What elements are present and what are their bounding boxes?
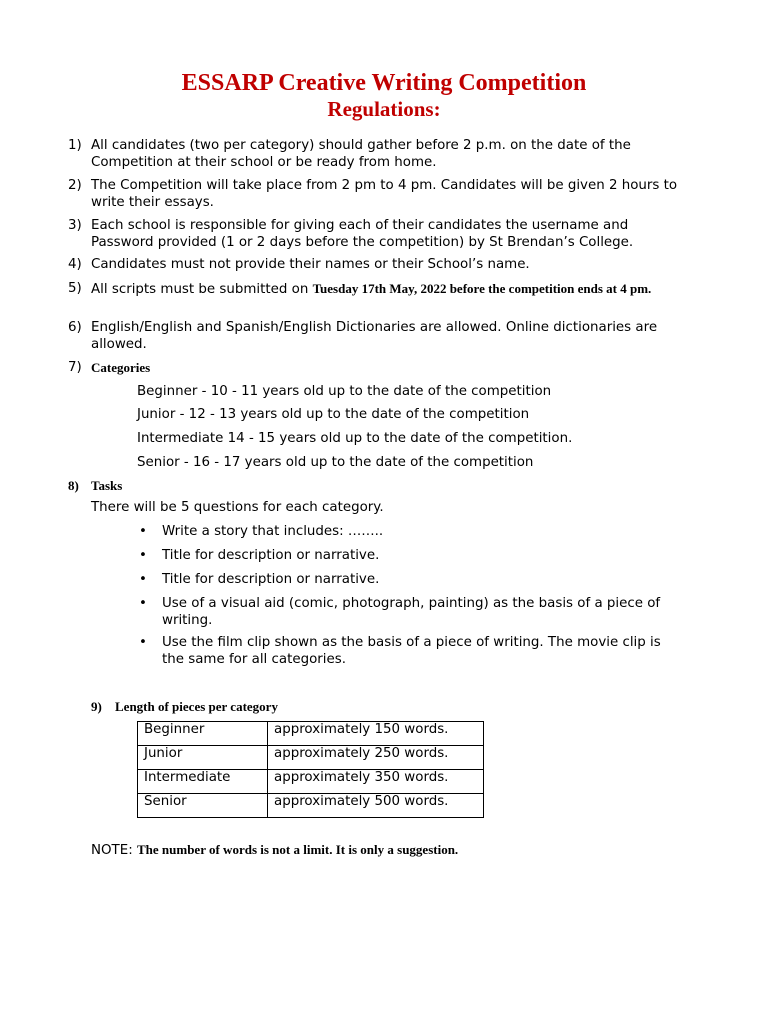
rule-item	[68, 281, 678, 299]
category-item-junior: Junior - 12 - 13 years old up to the date of the competition	[137, 407, 530, 422]
rule-number: 2)	[68, 178, 82, 193]
task-text: Title for description or narrative.	[162, 548, 380, 563]
task-item	[139, 548, 684, 565]
rule-number: 5)	[68, 281, 82, 296]
categories-heading: Categories	[91, 360, 151, 375]
rule-number: 6)	[68, 320, 82, 335]
rule-item	[68, 218, 678, 251]
table-cell-words: approximately 500 words.	[268, 794, 484, 818]
rule-text-plain: All scripts must be submitted on	[91, 282, 313, 297]
document-title: ESSARP Creative Writing Competition	[181, 70, 587, 96]
rule-text: English/English and Spanish/English Dictionaries are allowed. Online dictionaries are allowed.	[91, 320, 658, 352]
bullet-icon: •	[139, 635, 147, 650]
rule-item	[68, 320, 678, 353]
tasks-heading: Tasks	[91, 478, 123, 493]
rule-text	[91, 281, 678, 299]
bullet-icon: •	[139, 548, 147, 563]
length-table	[137, 721, 484, 818]
rule-text: The Competition will take place from 2 pm to 4 pm. Candidates will be given 2 hours to write their essays.	[91, 178, 678, 210]
table-cell-words: approximately 350 words.	[268, 770, 484, 794]
task-item	[139, 524, 684, 541]
table-row	[138, 722, 484, 746]
rule-item	[68, 178, 678, 211]
note-line	[91, 842, 458, 858]
table-cell-category: Beginner	[138, 722, 268, 746]
length-heading: Length of pieces per category	[115, 699, 278, 714]
tasks-intro: There will be 5 questions for each category.	[91, 500, 384, 515]
bullet-icon: •	[139, 596, 147, 611]
tasks-number: 8)	[68, 478, 79, 493]
task-item	[139, 635, 684, 668]
document-subtitle: Regulations:	[327, 97, 441, 121]
table-row	[138, 794, 484, 818]
bullet-icon: •	[139, 572, 147, 587]
task-text: Use of a visual aid (comic, photograph, painting) as the basis of a piece of writing.	[162, 596, 661, 628]
category-item-senior: Senior - 16 - 17 years old up to the date of the competition	[137, 455, 534, 470]
table-cell-category: Junior	[138, 746, 268, 770]
table-row	[138, 770, 484, 794]
rule-number: 3)	[68, 218, 82, 233]
task-text: Write a story that includes: ……..	[162, 524, 384, 539]
category-item-intermediate: Intermediate 14 - 15 years old up to the date of the competition.	[137, 431, 573, 446]
categories-section	[68, 360, 678, 377]
note-label: NOTE:	[91, 843, 133, 858]
rule-number: 4)	[68, 257, 82, 272]
rule-item	[68, 138, 678, 171]
table-cell-words: approximately 250 words.	[268, 746, 484, 770]
table-cell-words: approximately 150 words.	[268, 722, 484, 746]
rule-item	[68, 257, 678, 274]
note-text: The number of words is not a limit. It is only a suggestion.	[136, 842, 459, 857]
category-item-beginner: Beginner - 10 - 11 years old up to the date of the competition	[137, 384, 552, 399]
table-cell-category: Senior	[138, 794, 268, 818]
bullet-icon: •	[139, 524, 147, 539]
rule-number: 1)	[68, 138, 82, 153]
rule-number: 7)	[68, 360, 82, 375]
task-item	[139, 572, 684, 589]
rule-text: Candidates must not provide their names or their School’s name.	[91, 257, 530, 272]
task-text: Title for description or narrative.	[162, 572, 380, 587]
table-cell-category: Intermediate	[138, 770, 268, 794]
rule-text: All candidates (two per category) should gather before 2 p.m. on the date of the Competition at their school or be ready from home.	[91, 138, 631, 170]
table-row	[138, 746, 484, 770]
rule-text: Each school is responsible for giving each of their candidates the username and Password provided (1 or 2 days before the competition) by St Brendan’s College.	[91, 218, 634, 250]
task-item	[139, 596, 684, 629]
length-number: 9)	[91, 699, 102, 714]
deadline-text: Tuesday 17th May, 2022 before the competition ends at 4 pm.	[312, 281, 652, 296]
task-text: Use the film clip shown as the basis of a piece of writing. The movie clip is the same for all categories.	[162, 635, 661, 667]
